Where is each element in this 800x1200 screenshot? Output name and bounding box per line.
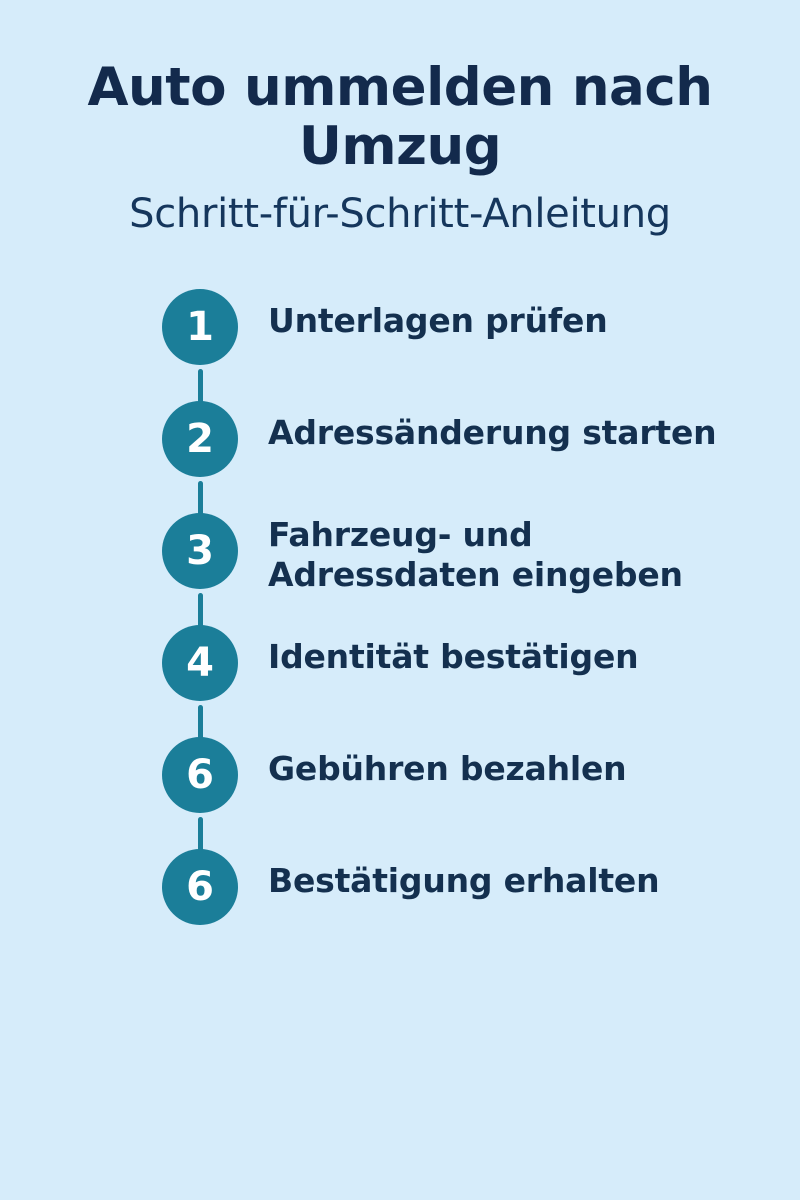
- page-subtitle: Schritt-für-Schritt-Anleitung: [129, 190, 671, 237]
- list-item: [162, 513, 760, 625]
- step-label: Bestätigung erhalten: [268, 860, 660, 900]
- step-number-badge: 3: [162, 513, 238, 589]
- step-number-badge: 6: [162, 849, 238, 925]
- step-label: Fahrzeug- und Adressdaten eingeben: [268, 514, 683, 594]
- step-number-badge: 1: [162, 289, 238, 365]
- list-item: [162, 289, 760, 401]
- step-label: Gebühren bezahlen: [268, 748, 627, 788]
- list-item: [162, 849, 760, 961]
- page-title: Auto ummelden nach Umzug: [87, 57, 713, 178]
- step-label: Identität bestätigen: [268, 636, 639, 676]
- poster-header: [40, 58, 760, 237]
- list-item: [162, 737, 760, 849]
- step-number-badge: 4: [162, 625, 238, 701]
- step-label: Unterlagen prüfen: [268, 300, 608, 340]
- list-item: [162, 401, 760, 513]
- steps-list: [40, 289, 760, 961]
- step-number-badge: 6: [162, 737, 238, 813]
- step-number-badge: 2: [162, 401, 238, 477]
- list-item: [162, 625, 760, 737]
- step-label: Adressänderung starten: [268, 412, 717, 452]
